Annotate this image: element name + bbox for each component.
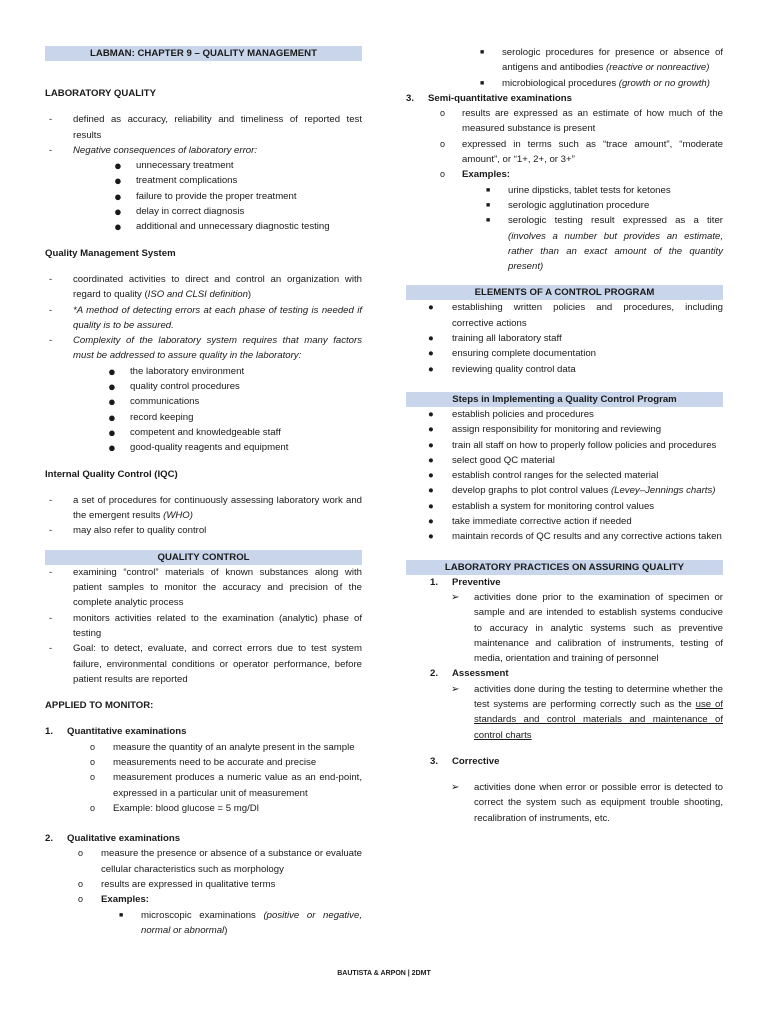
qualitative-examples-continued [406, 45, 723, 91]
list-item: ● competent and knowledgeable staff [108, 424, 281, 440]
list-item: ● select good QC material [406, 453, 723, 468]
practices-banner: LABORATORY PRACTICES ON ASSURING QUALITY [406, 560, 723, 575]
list-item: ● quality control procedures [108, 379, 240, 395]
example-item: ■ serologic agglutination procedure [406, 198, 723, 213]
square-marker: ■ [480, 49, 485, 56]
examples-label: o Examples: [45, 892, 362, 907]
qc-item: - examining “control” materials of known substances along with patient samples to monitor the accuracy and precision of the complete analytic process [49, 566, 362, 609]
corrective-text: ➢ activities done when error or possible error is detected to correct the system such as equipment trouble shooting, recalibration of instruments, etc. [451, 782, 723, 824]
qualitative-list [45, 846, 362, 938]
square-marker: ■ [486, 217, 491, 225]
list-item: ● good-quality reagents and equipment [108, 440, 289, 456]
steps-banner: Steps in Implementing a Quality Control Program [406, 392, 723, 407]
preventive-text: ➢ activities done prior to the examination of specimen or sample and are intended to establish systems conducive to accuracy in analytic systems such as preventive maintenance and calibration of instruments, testing of media, orientation and training of personnel [451, 591, 723, 665]
arrow-marker: ➢ [451, 683, 460, 695]
list-item: o results are expressed in qualitative terms [45, 877, 362, 892]
bullet-marker: ● [428, 500, 434, 512]
list-item: ● develop graphs to plot control values (Levey–Jennings charts) [406, 483, 723, 498]
example-item: ■ microbiological procedures (growth or no growth) [406, 76, 723, 91]
left-column [45, 0, 362, 938]
circle-marker: o [78, 848, 84, 859]
list-item: ● treatment complications [114, 173, 238, 189]
list-item: ● take immediate corrective action if needed [406, 514, 723, 529]
list-item: ● maintain records of QC results and any corrective actions taken [406, 529, 723, 544]
list-item: ● record keeping [108, 409, 194, 425]
list-item: ● communications [108, 394, 200, 410]
list-item: ● reviewing quality control data [406, 362, 723, 377]
bullet-marker: ● [114, 173, 122, 189]
bullet-marker: ● [428, 470, 434, 482]
bullet-marker: ● [108, 440, 116, 456]
list-item: ● training all laboratory staff [406, 331, 723, 346]
circle-marker: o [90, 741, 96, 752]
bullet-marker: ● [428, 454, 434, 466]
example-item: ■ urine dipsticks, tablet tests for ketones [406, 183, 723, 198]
qc-item: - Goal: to detect, evaluate, and correct errors due to test system failure, environmental conditions or operator performance, before patient results are reported [49, 643, 362, 685]
bullet-marker: ● [108, 409, 116, 425]
list-item: o results are expressed as an estimate of how much of the measured substance is present [440, 108, 723, 135]
list-item: ● additional and unnecessary diagnostic testing [114, 219, 330, 235]
list-item: ● ensuring complete documentation [406, 346, 723, 361]
iqc-item: - a set of procedures for continuously assessing laboratory work and the emergent results (WHO) [49, 494, 362, 522]
dash-marker: - [49, 304, 53, 316]
factors-list [45, 364, 362, 456]
semi-quantitative-list [406, 106, 723, 274]
example-item: ■ serologic testing result expressed as a titer (involves a number but provides an estimate, rather than an exact amount of the quantity present) [486, 215, 723, 273]
qms-heading: Quality Management System [45, 247, 176, 259]
list-item: ● train all staff on how to properly follow policies and procedures [406, 438, 723, 453]
circle-marker: o [90, 802, 96, 813]
dash-marker: - [49, 643, 53, 655]
examples-label: o Examples: [406, 167, 723, 182]
list-item: ● failure to provide the proper treatment [114, 188, 297, 204]
bullet-marker: ● [108, 379, 116, 395]
list-item: ● delay in correct diagnosis [114, 204, 245, 220]
list-item: ● the laboratory environment [108, 363, 245, 379]
bullet-marker: ● [108, 394, 116, 410]
applied-heading: APPLIED TO MONITOR: [45, 700, 154, 712]
bullet-marker: ● [108, 363, 116, 379]
bullet-marker: ● [428, 485, 434, 497]
preventive-heading: 1. Preventive [430, 576, 501, 588]
list-item: o Example: blood glucose = 5 mg/Dl [45, 801, 362, 816]
corrective-heading: 3. Corrective [430, 755, 500, 767]
dash-marker: - [49, 114, 53, 126]
iqc-item: - may also refer to quality control [45, 523, 362, 538]
right-column [406, 0, 723, 826]
negative-consequences: - Negative consequences of laboratory error: [45, 143, 362, 158]
quality-control-banner: QUALITY CONTROL [45, 550, 362, 565]
bullet-marker: ● [428, 363, 434, 375]
circle-marker: o [440, 169, 446, 180]
qms-item: - coordinated activities to direct and control an organization with regard to quality (ISO and CLSI definition) [49, 273, 362, 301]
assessment-heading: 2. Assessment [430, 668, 509, 680]
elements-banner: ELEMENTS OF A CONTROL PROGRAM [406, 285, 723, 300]
semi-quantitative-heading: 3. Semi-quantitative examinations [406, 92, 572, 104]
circle-marker: o [90, 756, 96, 767]
bullet-marker: ● [428, 302, 434, 314]
bullet-marker: ● [428, 531, 434, 543]
lab-quality-heading: LABORATORY QUALITY [45, 88, 157, 99]
list-item: ● assign responsibility for monitoring and reviewing [406, 422, 723, 437]
example-item: ■ microscopic examinations (positive or negative, normal or abnormal) [119, 909, 362, 936]
steps-list [406, 407, 723, 545]
dash-marker: - [49, 566, 53, 578]
bullet-marker: ● [428, 408, 434, 420]
circle-marker: o [90, 772, 96, 783]
dash-marker: - [49, 612, 53, 624]
elements-list [406, 300, 723, 376]
quantitative-list [45, 740, 362, 816]
dash-marker: - [49, 335, 53, 347]
document-title: LABMAN: CHAPTER 9 – QUALITY MANAGEMENT [45, 46, 362, 61]
example-item: ■ serologic procedures for presence or absence of antigens and antibodies (reactive or nonreactive) [480, 47, 723, 74]
arrow-marker: ➢ [451, 782, 460, 794]
arrow-marker: ➢ [451, 591, 460, 603]
bullet-marker: ● [428, 348, 434, 360]
consequences-list [45, 158, 362, 234]
list-item: o measure the presence or absence of a substance or evaluate cellular characteristics such as morphology [78, 848, 362, 875]
list-item: ● establish control ranges for the selected material [406, 468, 723, 483]
qms-item: - *A method of detecting errors at each phase of testing is needed if quality is to be assured. [49, 304, 362, 331]
dash-marker: - [49, 525, 53, 537]
bullet-marker: ● [428, 424, 434, 436]
lab-quality-definition: - defined as accuracy, reliability and timeliness of reported test results [49, 114, 362, 141]
list-item: o measure the quantity of an analyte present in the sample [45, 740, 362, 755]
square-marker: ■ [119, 911, 124, 919]
dash-marker: - [49, 494, 53, 506]
square-marker: ■ [486, 201, 491, 209]
circle-marker: o [440, 138, 446, 149]
circle-marker: o [440, 108, 446, 119]
square-marker: ■ [480, 79, 485, 87]
page-footer: BAUTISTA & ARPON | 2DMT [337, 970, 431, 977]
bullet-marker: ● [114, 158, 122, 174]
quantitative-heading: 1. Quantitative examinations [45, 726, 187, 738]
dash-marker: - [49, 144, 53, 156]
list-item: ● establish policies and procedures [406, 407, 723, 422]
list-item: o expressed in terms such as “trace amount”, “moderate amount”, or “1+, 2+, or 3+” [440, 138, 723, 166]
bullet-marker: ● [428, 333, 434, 345]
dash-marker: - [49, 273, 53, 285]
bullet-marker: ● [428, 516, 434, 528]
qualitative-heading: 2. Qualitative examinations [45, 833, 181, 845]
bullet-marker: ● [114, 188, 122, 204]
qms-item: - Complexity of the laboratory system requires that many factors must be addressed to assure quality in the laboratory: [49, 335, 362, 362]
bullet-marker: ● [114, 219, 122, 235]
bullet-marker: ● [114, 204, 122, 220]
qc-item: - monitors activities related to the examination (analytic) phase of testing [49, 612, 362, 639]
square-marker: ■ [486, 186, 491, 194]
list-item: ● establishing written policies and procedures, including corrective actions [428, 302, 723, 329]
assessment-text: ➢ activities done during the testing to determine whether the test systems are performing correctly such as the use of standards and control materials and maintenance of control charts [451, 683, 724, 741]
circle-marker: o [78, 879, 84, 890]
bullet-marker: ● [428, 439, 434, 451]
bullet-marker: ● [108, 424, 116, 440]
list-item: o measurement produces a numeric value as an end-point, expressed in a particular unit of measurement [90, 772, 362, 799]
circle-marker: o [78, 894, 84, 905]
iqc-heading: Internal Quality Control (IQC) [45, 468, 178, 480]
list-item: o measurements need to be accurate and precise [45, 755, 362, 770]
list-item: ● establish a system for monitoring control values [406, 499, 723, 514]
list-item: ● unnecessary treatment [114, 158, 234, 174]
